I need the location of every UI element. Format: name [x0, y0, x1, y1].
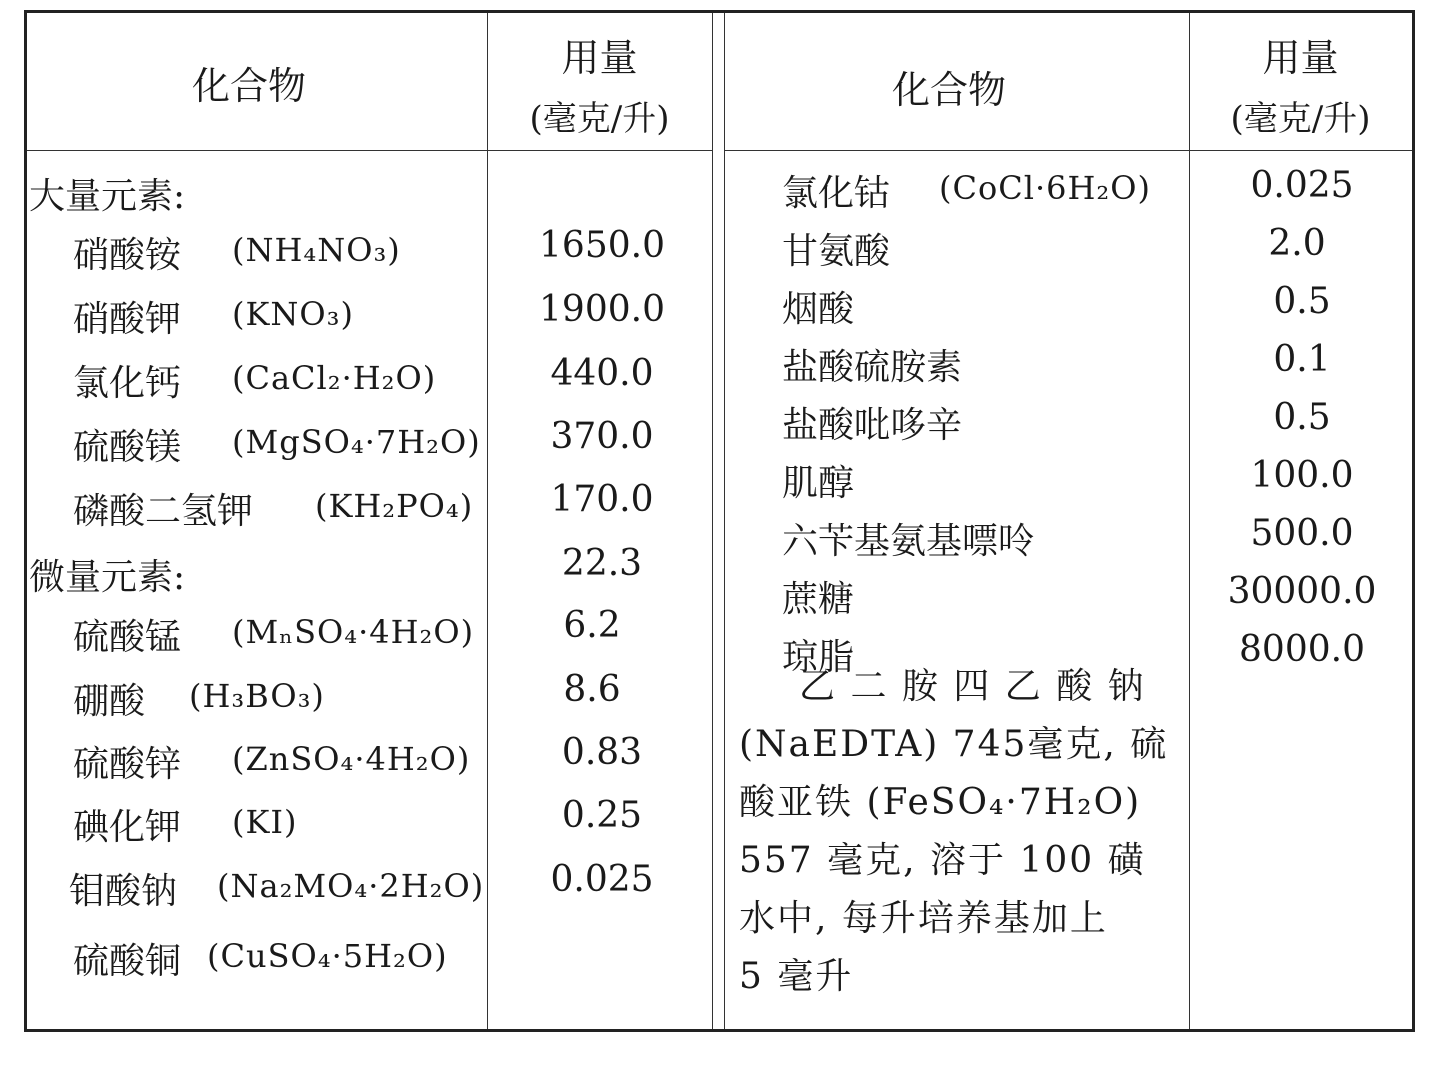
section-macro-elements: 大量元素: [29, 176, 186, 217]
left-value: 8.6 [563, 669, 621, 710]
header-unit-left: (毫克/升) [529, 99, 670, 139]
right-compound-formula: (CoCl·6H₂O) [939, 169, 1151, 207]
header-compound-left: 化合物 [192, 64, 307, 108]
left-value: 440.0 [550, 353, 654, 394]
right-value: 500.0 [1250, 513, 1354, 554]
left-value: 0.83 [561, 732, 643, 773]
left-compound-formula: (KI) [232, 803, 298, 841]
right-compound-name: 盐酸吡哆辛 [782, 405, 963, 446]
iron-edta-note-line: 乙 二 胺 四 乙 酸 钠 [799, 666, 1146, 707]
left-compound-formula: (Na₂MO₄·2H₂O) [217, 867, 485, 905]
left-value: 0.25 [561, 795, 643, 836]
right-value: 0.1 [1273, 339, 1331, 380]
right-compound-name: 盐酸硫胺素 [782, 347, 963, 388]
left-value: 1900.0 [539, 289, 665, 330]
left-value: 1650.0 [539, 225, 665, 266]
header-amount-right: 用量 [1262, 36, 1339, 80]
left-compound-name: 氯化钙 [73, 363, 182, 404]
left-compound-name: 硫酸铜 [73, 941, 182, 982]
left-compound-name: 硫酸锌 [73, 744, 182, 785]
iron-edta-note-line: 557 毫克, 溶于 100 磺 [739, 840, 1146, 881]
header-divider-left [27, 150, 712, 151]
right-value: 2.0 [1268, 223, 1326, 264]
iron-edta-note-line: (NaEDTA) 745毫克, 硫 [739, 724, 1169, 765]
left-compound-formula: (KNO₃) [232, 295, 354, 333]
right-value: 30000.0 [1227, 571, 1377, 612]
left-value: 6.2 [563, 605, 621, 646]
left-value: 370.0 [550, 416, 654, 457]
media-composition-table [24, 10, 1415, 1032]
left-compound-formula: (H₃BO₃) [189, 677, 325, 715]
right-value: 100.0 [1250, 455, 1354, 496]
header-compound-right: 化合物 [892, 68, 1007, 112]
right-value: 0.5 [1273, 397, 1331, 438]
right-compound-name: 琼脂 [782, 637, 855, 678]
iron-edta-note-line: 水中, 每升培养基加上 [739, 898, 1108, 939]
left-compound-name: 硫酸锰 [73, 617, 182, 658]
right-compound-name: 六苄基氨基嘌呤 [782, 521, 1035, 562]
left-compound-formula: (NH₄NO₃) [232, 231, 401, 269]
left-compound-formula: (CaCl₂·H₂O) [232, 359, 437, 397]
header-unit-right: (毫克/升) [1230, 99, 1371, 139]
right-compound-name: 肌醇 [782, 463, 855, 504]
left-compound-formula: (MgSO₄·7H₂O) [232, 423, 481, 461]
iron-edta-note-line: 酸亚铁 (FeSO₄·7H₂O) [739, 782, 1142, 823]
left-compound-name: 硫酸镁 [73, 427, 182, 468]
left-compound-name: 硝酸钾 [73, 299, 182, 340]
left-compound-formula: (MₙSO₄·4H₂O) [232, 613, 475, 651]
header-divider-right [724, 150, 1412, 151]
col-divider-middle-b [724, 13, 725, 1029]
left-compound-name: 磷酸二氢钾 [73, 491, 254, 532]
right-value: 8000.0 [1239, 629, 1365, 670]
left-compound-formula: (CuSO₄·5H₂O) [207, 937, 448, 975]
left-compound-name: 硼酸 [73, 681, 146, 722]
section-micro-elements: 微量元素: [29, 557, 186, 598]
right-compound-name: 蔗糖 [782, 579, 855, 620]
right-value: 0.025 [1250, 165, 1354, 206]
right-compound-name: 甘氨酸 [782, 231, 891, 272]
left-value: 0.025 [550, 859, 654, 900]
left-value: 170.0 [550, 479, 654, 520]
iron-edta-note-line: 5 毫升 [739, 956, 854, 997]
left-compound-name: 硝酸铵 [73, 235, 182, 276]
left-compound-formula: (KH₂PO₄) [315, 487, 474, 525]
header-amount-left: 用量 [561, 36, 638, 80]
left-compound-name: 碘化钾 [73, 807, 182, 848]
left-value: 22.3 [561, 543, 643, 584]
right-compound-name: 烟酸 [782, 289, 855, 330]
left-compound-formula: (ZnSO₄·4H₂O) [232, 740, 471, 778]
right-value: 0.5 [1273, 281, 1331, 322]
left-compound-name: 钼酸钠 [69, 871, 178, 912]
right-compound-name: 氯化钴 [782, 173, 891, 214]
